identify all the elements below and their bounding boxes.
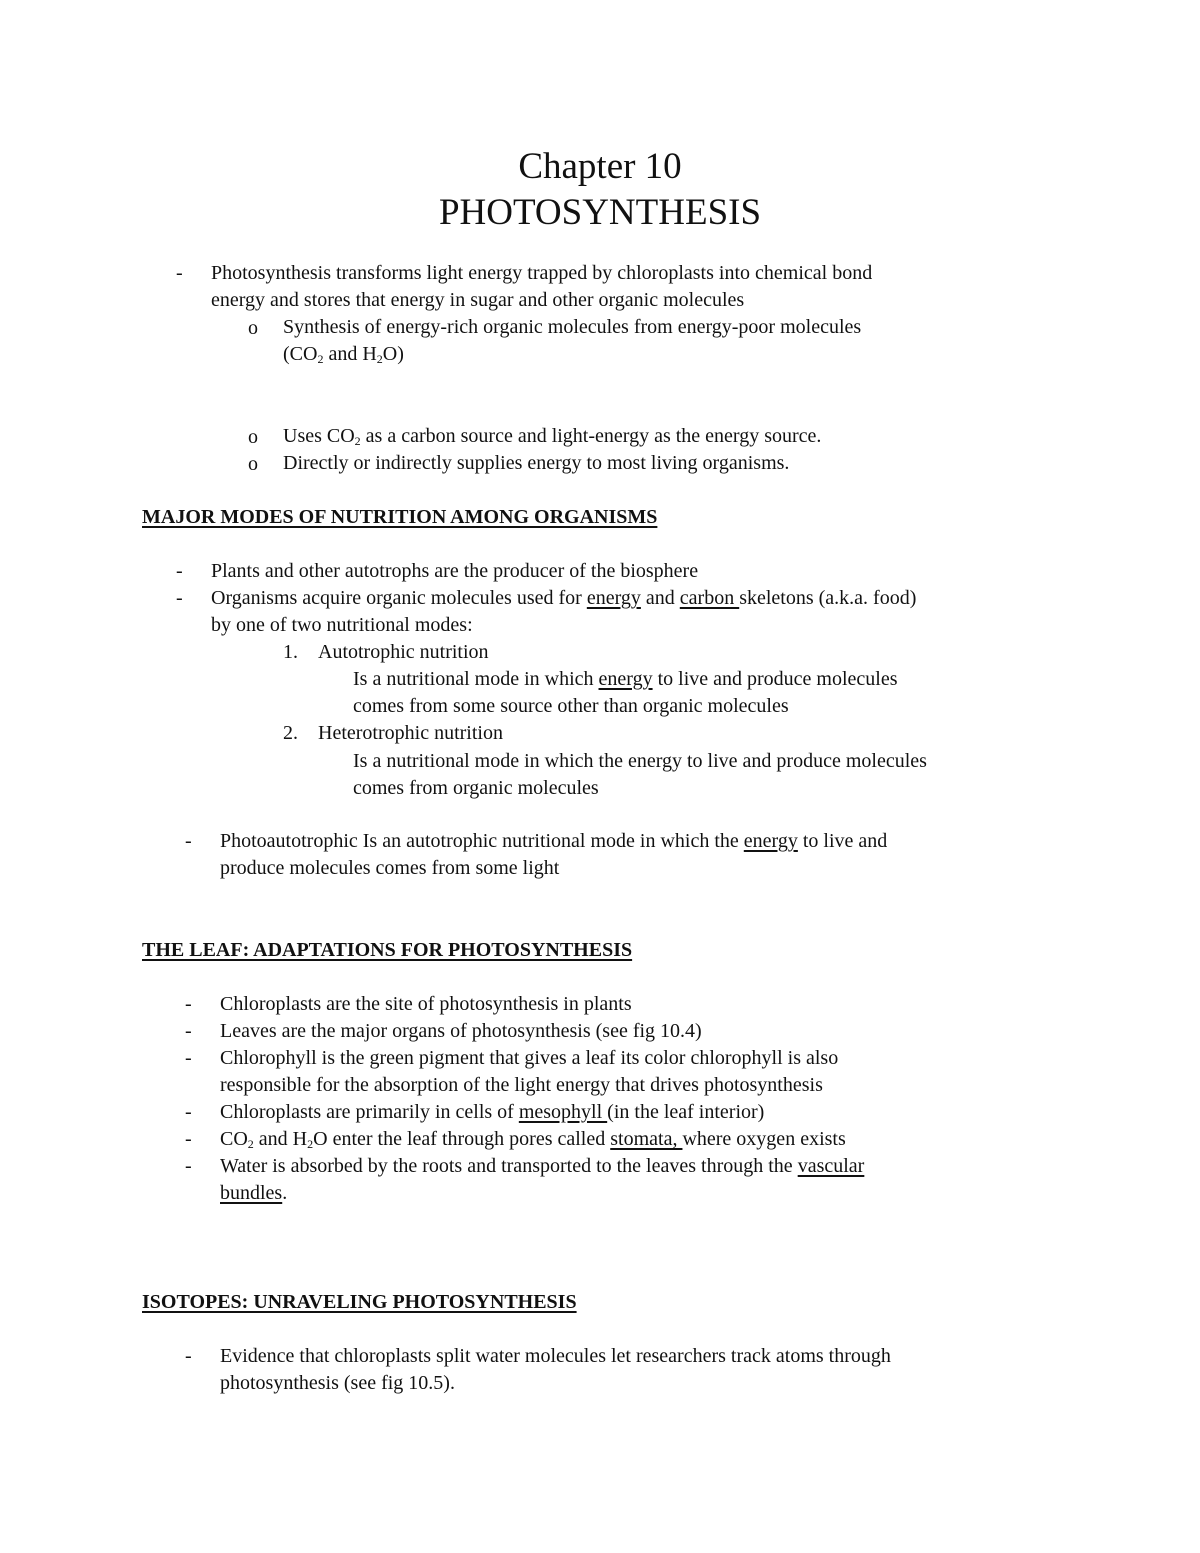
leaf-bullet-4: Chloroplasts are primarily in cells of mesophyll (in the leaf interior): [220, 1101, 765, 1123]
autotrophic-description-line1: Is a nutritional mode in which energy to live and produce molecules: [353, 668, 898, 690]
leaf-bullet-5: $CO_2$ and $H_2O$ enter the leaf through pores called stomata, where oxygen exists: [220, 1128, 846, 1151]
nutrition-bullet-2-line2: by one of two nutritional modes:: [211, 614, 473, 636]
leaf-bullet-6-line1: Water is absorbed by the roots and transported to the leaves through the vascular: [220, 1155, 865, 1177]
heterotrophic-nutrition-label: Heterotrophic nutrition: [318, 722, 503, 744]
photoautotrophic-line1: Photoautotrophic Is an autotrophic nutritional mode in which the energy to live and: [220, 830, 888, 852]
leaf-bullet-1: Chloroplasts are the site of photosynthesis in plants: [220, 993, 632, 1015]
intro-sub-bullet-1-line1: Synthesis of energy-rich organic molecules from energy-poor molecules: [283, 316, 862, 338]
chapter-subtitle: PHOTOSYNTHESIS: [438, 192, 762, 233]
intro-bullet-line1: Photosynthesis transforms light energy trapped by chloroplasts into chemical bond: [211, 262, 873, 284]
bullet-dash: -: [185, 1128, 192, 1150]
nutrition-bullet-1: Plants and other autotrophs are the producer of the biosphere: [211, 560, 699, 582]
heterotrophic-description-line2: comes from organic molecules: [353, 777, 599, 799]
bullet-dash: -: [185, 1047, 192, 1069]
leaf-bullet-3-line1: Chlorophyll is the green pigment that gives a leaf its color chlorophyll is also: [220, 1047, 839, 1069]
intro-sub-bullet-2: Uses $CO_2$ as a carbon source and light-energy as the energy source.: [283, 425, 822, 448]
isotopes-bullet-line2: photosynthesis (see fig 10.5).: [220, 1372, 455, 1394]
bullet-circle: o: [248, 317, 258, 339]
heterotrophic-description-line1: Is a nutritional mode in which the energy to live and produce molecules: [353, 750, 927, 772]
bullet-dash: -: [176, 587, 183, 609]
section-heading-leaf: THE LEAF: ADAPTATIONS FOR PHOTOSYNTHESIS: [142, 939, 633, 961]
intro-bullet-line2: energy and stores that energy in sugar and other organic molecules: [211, 289, 745, 311]
bullet-dash: -: [185, 1155, 192, 1177]
section-heading-nutrition: MAJOR MODES OF NUTRITION AMONG ORGANISMS: [142, 506, 658, 528]
photoautotrophic-line2: produce molecules comes from some light: [220, 857, 560, 879]
list-number: 1.: [283, 641, 298, 663]
bullet-dash: -: [185, 1020, 192, 1042]
bullet-circle: o: [248, 426, 258, 448]
autotrophic-nutrition-label: Autotrophic nutrition: [318, 641, 489, 663]
bullet-dash: -: [185, 993, 192, 1015]
section-heading-isotopes: ISOTOPES: UNRAVELING PHOTOSYNTHESIS: [142, 1291, 577, 1313]
bullet-dash: -: [176, 262, 183, 284]
leaf-bullet-2: Leaves are the major organs of photosynthesis (see fig 10.4): [220, 1020, 702, 1042]
bullet-dash: -: [185, 1345, 192, 1367]
intro-sub-bullet-1-line2: ($CO_2$ and $H_2O$): [283, 343, 404, 366]
intro-sub-bullet-3: Directly or indirectly supplies energy to most living organisms.: [283, 452, 790, 474]
leaf-bullet-3-line2: responsible for the absorption of the light energy that drives photosynthesis: [220, 1074, 823, 1096]
list-number: 2.: [283, 722, 298, 744]
autotrophic-description-line2: comes from some source other than organic molecules: [353, 695, 789, 717]
leaf-bullet-6-line2: bundles.: [220, 1182, 288, 1204]
bullet-dash: -: [185, 830, 192, 852]
isotopes-bullet-line1: Evidence that chloroplasts split water molecules let researchers track atoms through: [220, 1345, 891, 1367]
chapter-title: Chapter 10: [518, 146, 682, 187]
bullet-dash: -: [176, 560, 183, 582]
nutrition-bullet-2-line1: Organisms acquire organic molecules used for energy and carbon skeletons (a.k.a. food): [211, 587, 917, 609]
bullet-dash: -: [185, 1101, 192, 1123]
bullet-circle: o: [248, 453, 258, 475]
